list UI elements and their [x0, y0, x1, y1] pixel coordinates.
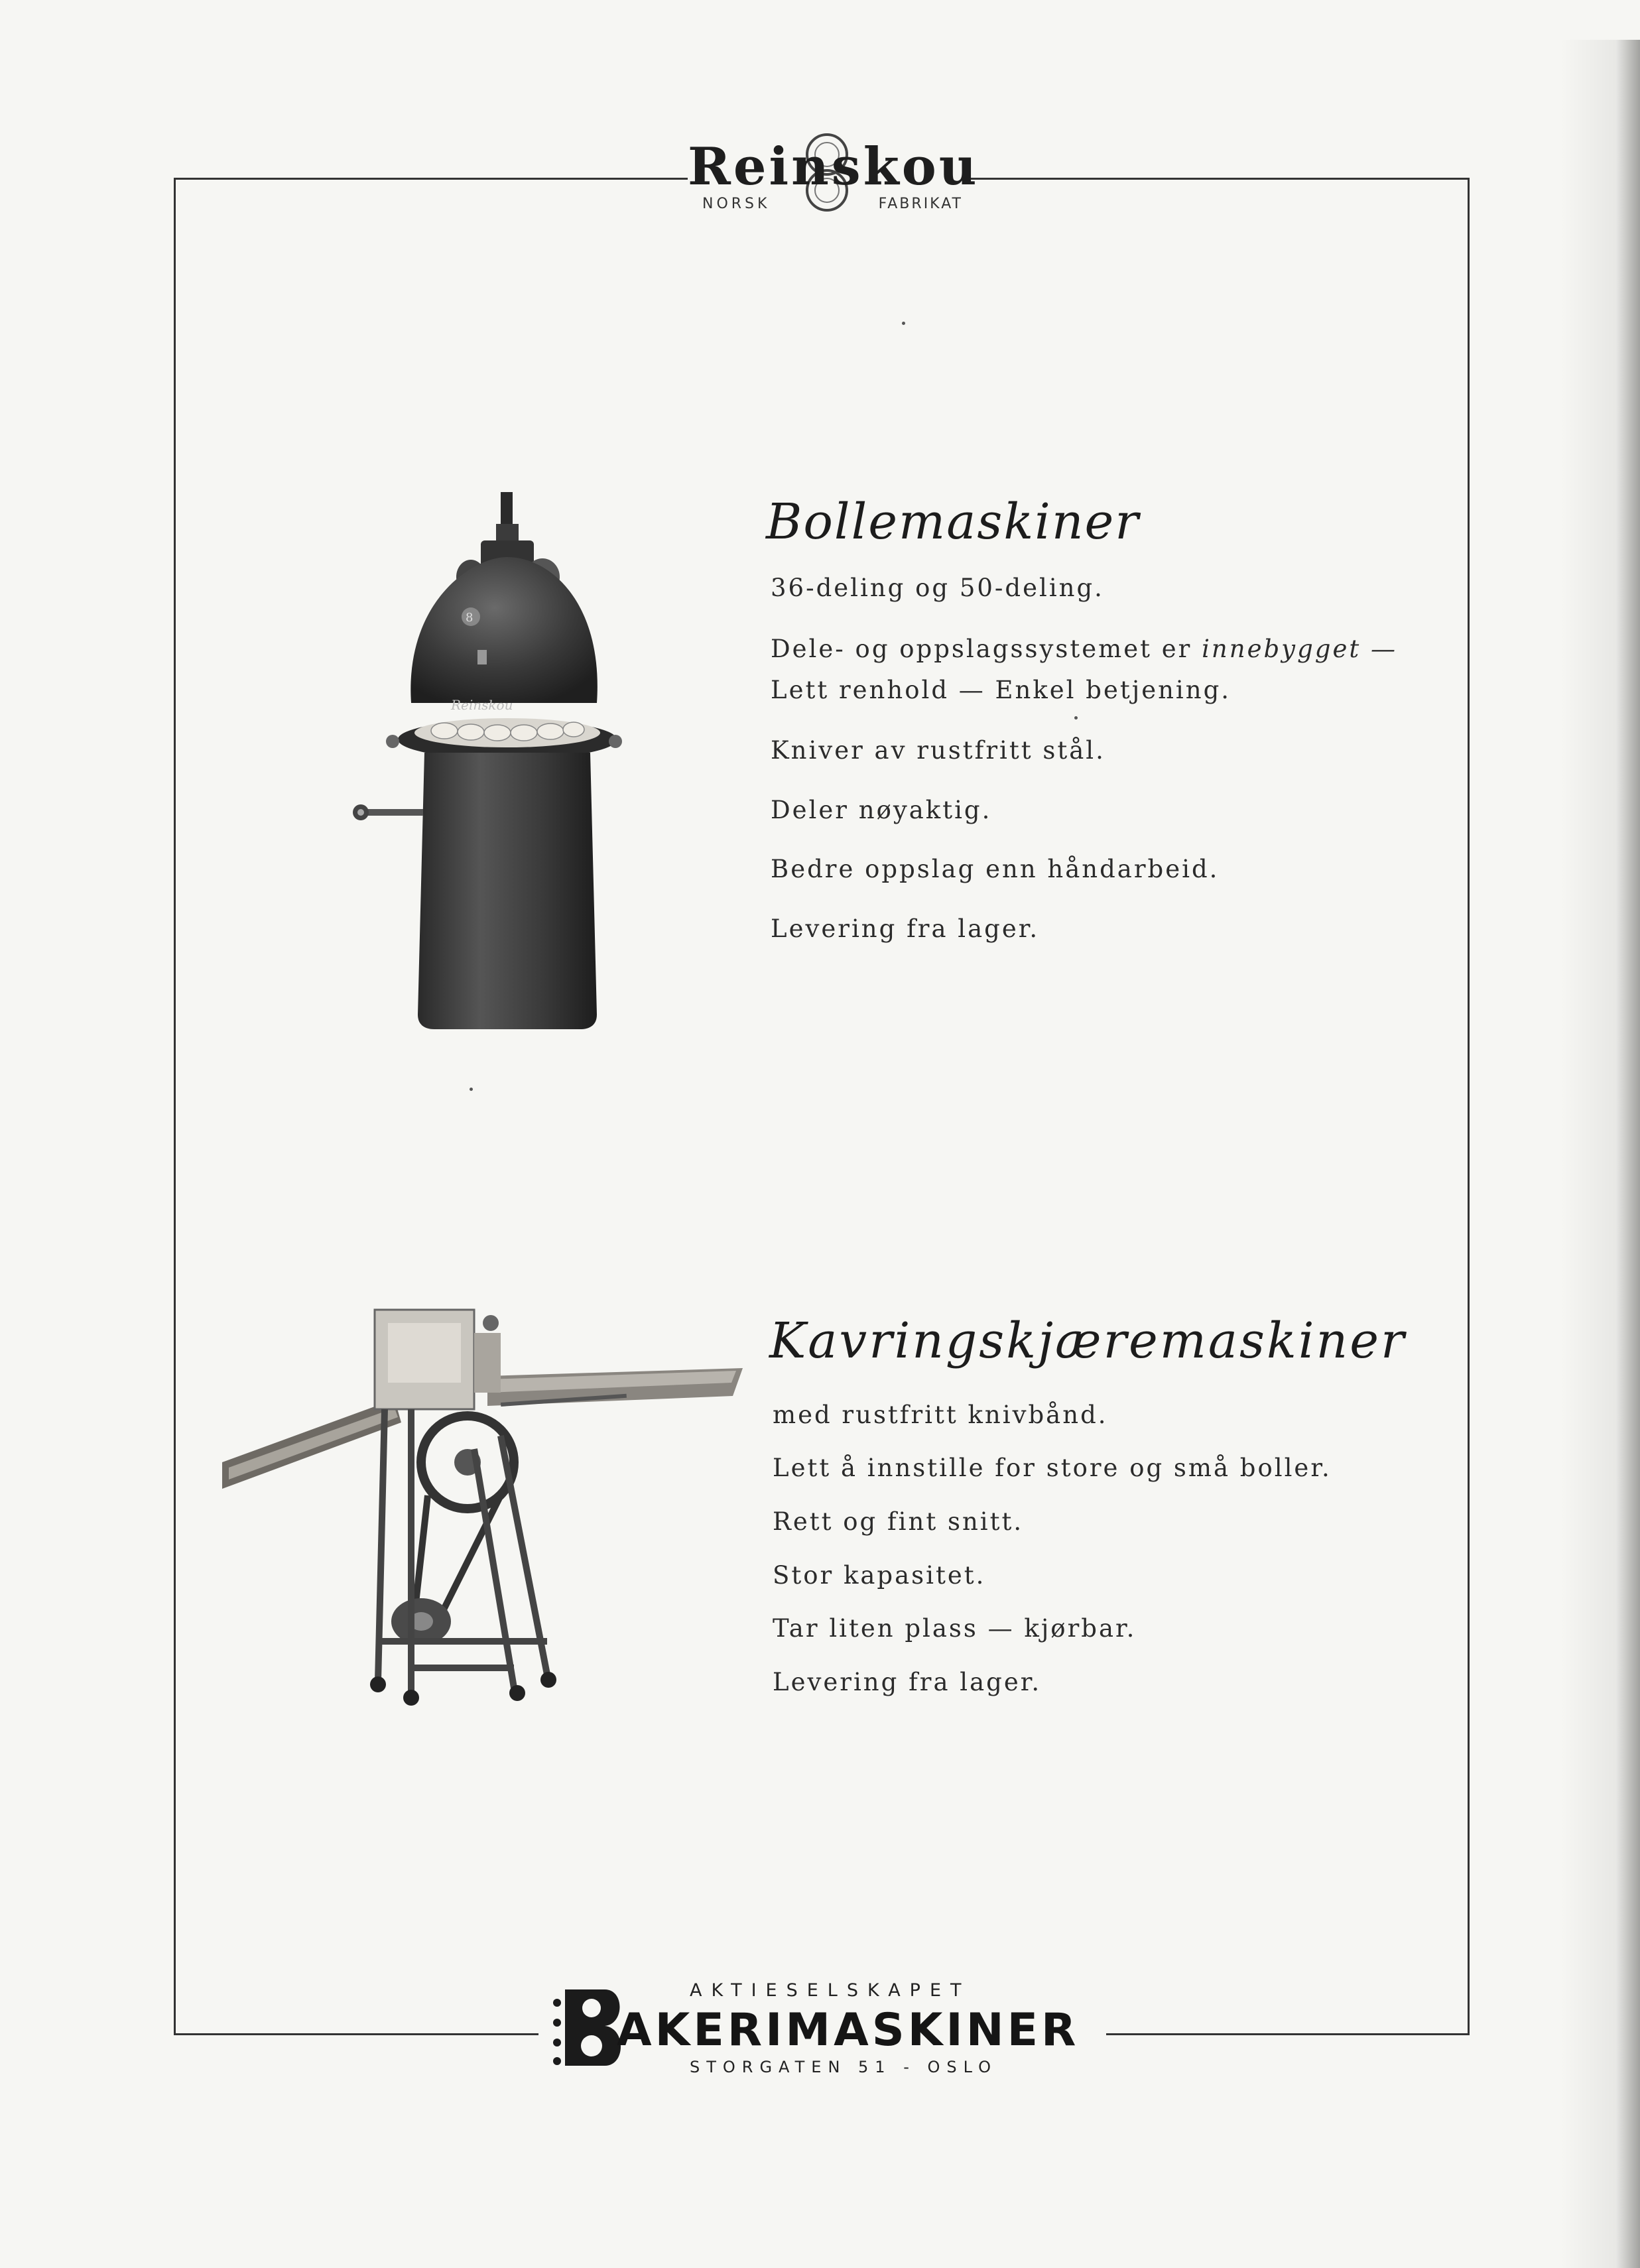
product-1-feature: Bedre oppslag enn håndarbeid.: [771, 855, 1220, 883]
frame-top-left-rule: [174, 178, 688, 180]
product-2-feature: Tar liten plass — kjørbar.: [773, 1614, 1137, 1643]
product-1-feature: Deler nøyaktig.: [771, 796, 992, 824]
machine-label: Reinskou: [451, 697, 513, 713]
product-2-feature: Stor kapasitet.: [773, 1561, 986, 1590]
product-1-title: Bollemaskiner: [766, 493, 1140, 550]
company-type: AKTIESELSKAPET: [690, 1980, 971, 2001]
brand-name: Reinskou: [688, 137, 979, 197]
brand-logo: [688, 129, 979, 222]
company-address: STORGATEN 51 - OSLO: [690, 2058, 998, 2076]
scan-speck: [902, 322, 905, 325]
frame-left-rule: [174, 178, 176, 2035]
frame-top-right-rule: [963, 178, 1469, 180]
product-1-feature: Lett renhold — Enkel betjening.: [771, 676, 1231, 704]
product-2-feature: Lett å innstille for store og små boller.: [773, 1454, 1332, 1482]
product-1-feature: 36-deling og 50-deling.: [771, 574, 1104, 602]
frame-right-rule: [1468, 178, 1470, 2035]
brand-right-caption: FABRIKAT: [878, 196, 963, 212]
scan-speck: [1074, 716, 1078, 720]
scan-shadow: [1560, 40, 1640, 2268]
dough-divider-machine-image: [351, 484, 623, 1041]
product-2-feature: med rustfritt knivbånd.: [773, 1401, 1108, 1429]
frame-bottom-right-rule: [1106, 2033, 1470, 2035]
brand-left-caption: NORSK: [702, 196, 771, 212]
company-name: AKERIMASKINER: [617, 2004, 1080, 2056]
product-1-feature: Levering fra lager.: [771, 914, 1040, 943]
product-1-feature: Kniver av rustfritt stål.: [771, 736, 1105, 765]
scan-speck: [470, 1088, 473, 1091]
svg-text:8: 8: [466, 611, 473, 625]
product-1-feature: Dele- og oppslagssystemet er innebygget —: [771, 635, 1397, 663]
rusk-cutting-machine-image: [222, 1296, 746, 1708]
product-2-feature: Rett og fint snitt.: [773, 1507, 1024, 1536]
frame-bottom-left-rule: [174, 2033, 538, 2035]
product-2-title: Kavringskjæremaskiner: [769, 1312, 1407, 1369]
product-2-feature: Levering fra lager.: [773, 1668, 1042, 1696]
